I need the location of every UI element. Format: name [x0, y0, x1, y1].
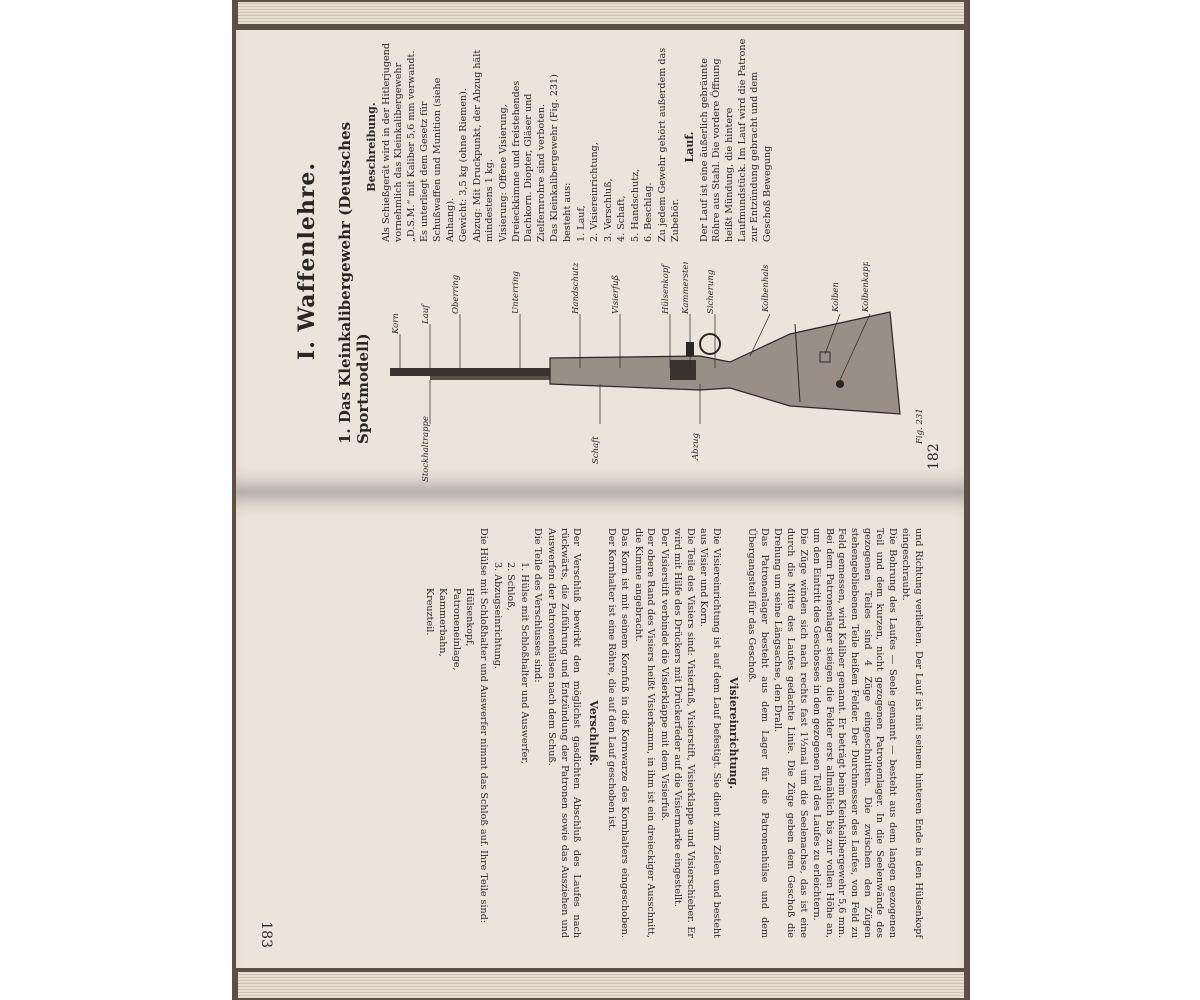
page-number-left: 182: [926, 443, 942, 470]
paragraph: Das Patronenlager besteht aus dem Lager für die Patronenhülse und dem Übergangsteil für das Geschoß.: [746, 528, 770, 938]
label-kolbenkappe: Kolbenkappe: [861, 262, 871, 312]
paragraph: Als Schießgerät wird in der Hitlerjugend vornehmlich das Kleinkalibergewehr „D.S.M.“ mit Kaliber 5,6 mm verwandt.: [380, 42, 417, 242]
paragraph: Visierung: Offene Visierung, Dreieckkimme und freistehendes Dachkorn. Diopter, Gläser und Zielfernrohre sind verboten.: [497, 80, 547, 242]
paragraph: Die Bohrung des Laufes — Seele genannt — besteht aus dem langen gezogenen Teil und dem kurzen, nicht gezogenen Patronenlager. In die Seelenwände des gezogenen Teiles sind 4 Züge eingeschnitten. Die zwischen den Zügen stehengebliebenen Teile heißen Felder. Der Durchmesser des Laufes, von Feld zu Feld gemessen, wird Kaliber genannt. Er beträgt beim Kleinkalibergewehr 5,6 mm. Bei dem Patronenlager steigen die Felder erst allmählich bis zur vollen Höhe an, um den Eintritt des Geschosses in den gezogenen Teil des Laufes zu erleichtern.: [811, 528, 898, 938]
left-text-column: [364, 38, 775, 256]
paragraph: Der Visierstift verbindet die Visierklappe mit dem Visierfuß.: [658, 528, 670, 822]
paragraph: Abzug: Mit Druckpunkt, der Abzug hält mindestens 1 kg.: [471, 49, 496, 242]
paragraph: Der Lauf ist eine äußerlich gebräunte Röhre aus Stahl. Die vordere Öffnung heißt Mündung, die hintere Laufmundstück. Im Lauf wird die Patrone zur Entzündung gebracht und dem Geschoß Bewegung: [698, 38, 773, 242]
label-sicherung: Sicherung: [706, 269, 716, 314]
list-item: Kammerbahn,: [437, 588, 449, 657]
label-kolben: Kolben: [831, 282, 841, 312]
label-stock: Stockhaltrappe: [421, 416, 431, 482]
section-title-verschluss: Verschluß.: [586, 700, 600, 766]
paragraph: und Richtung verliehen. Der Lauf ist mit seinem hinteren Ende in den Hülsenkopf eingeschraubt.: [900, 528, 924, 938]
list-item: 2. Schloß,: [505, 562, 517, 611]
label-handschutz: Handschutz: [571, 262, 581, 314]
list-item: 1. Hülse mit Schloßhalter und Auswerfer,: [518, 562, 530, 764]
figure-caption: Fig. 231: [915, 408, 925, 444]
paragraph: Die Teile des Verschlusses sind:: [532, 528, 544, 683]
paragraph: Die Hülse mit Schloßhalter und Auswerfer nimmt das Schloß auf. Ihre Teile sind:: [478, 528, 489, 924]
paragraph: Der obere Rand des Visiers heißt Visierkamm, in ihm ist ein dreieckiger Ausschnitt, die Kimme angebracht.: [632, 528, 657, 938]
label-kammer: Kammerstengel: [681, 262, 691, 314]
paragraph: Es unterliegt dem Gesetz für Schußwaffen und Munition (siehe Anhang).: [419, 77, 456, 242]
list-item: 5. Handschutz,: [629, 168, 641, 242]
label-oberring: Oberring: [451, 274, 461, 314]
page-edges-bottom: [238, 972, 964, 998]
right-text-column: [421, 528, 924, 938]
label-schaft: Schaft: [591, 436, 601, 464]
list-item: 3. Abzugseinrichtung.: [491, 562, 503, 670]
paragraph: Das Korn ist mit seinem Kornfuß in die Kornwarze des Kornhalters eingeschoben. Der Kornhalter ist eine Röhre, die auf den Lauf geschoben ist.: [606, 528, 630, 938]
rifle-figure: [370, 262, 930, 484]
list-item: 2. Visiereinrichtung,: [589, 142, 601, 242]
paragraph: Das Kleinkalibergewehr (Fig. 231) besteht aus:: [549, 74, 573, 242]
list-item: 3. Verschluß,: [602, 178, 614, 242]
left-page: [236, 30, 964, 492]
paragraph: Die Visiereinrichtung ist auf dem Lauf befestigt. Sie dient zum Zielen und besteht aus Visier und Korn.: [698, 528, 723, 938]
paragraph: Der Verschluß bewirkt den möglichst gasdichten Abschluß des Laufes nach rückwärts, die Zuführung und Entzündung der Patronen sowie das Ausziehen und Auswerfen der Patronenhülsen nach dem Schuß.: [545, 528, 583, 938]
section-title-beschreibung: Beschreibung.: [365, 102, 378, 192]
label-abzug: Abzug: [691, 433, 701, 460]
label-huelsenkopf: Hülsenkopf: [661, 264, 671, 314]
chapter-heading: I. Waffenlehre.: [294, 161, 320, 361]
paragraph: Zu jedem Gewehr gehört außerdem das Zubehör.: [657, 47, 681, 242]
page-number-right: 183: [258, 921, 274, 948]
section-heading: 1. Das Kleinkalibergewehr (Deutsches Sportmodell): [336, 121, 372, 444]
list-item: Hülsenkopf,: [464, 588, 476, 647]
label-visier: Visierfuß: [611, 274, 621, 314]
paragraph: Gewicht: 3,5 kg (ohne Riemen).: [458, 88, 470, 242]
section-title-visiereinrichtung: Visiereinrichtung.: [726, 676, 740, 790]
right-page: [236, 492, 964, 968]
section-title-lauf: Lauf.: [683, 131, 697, 163]
paragraph: Die Teile des Visiers sind: Visierfuß, Visierstift, Visierklappe und Visierschieber. Er wird mit Hilfe des Drückers mit Drückerfeder auf die Visiermarke eingestellt.: [672, 528, 696, 938]
list-item: 4. Schaft,: [616, 195, 628, 242]
label-unterring: Unterring: [511, 271, 521, 314]
label-kolbenhals: Kolbenhals: [761, 264, 771, 312]
list-item: Patroneneinlage,: [450, 588, 462, 671]
label-lauf: Lauf: [421, 304, 431, 324]
page-edges-top: [238, 2, 964, 24]
list-item: 1. Lauf,: [575, 205, 587, 242]
label-korn: Korn: [391, 313, 401, 334]
list-item: 6. Beschlag.: [643, 182, 655, 242]
list-item: Kreuzteil.: [423, 588, 435, 636]
rifle-illustration: [370, 262, 930, 484]
paragraph: Die Züge winden sich nach rechts fast 1½mal um die Seelenachse, das ist eine durch die Mitte des Laufes gedachte Linie. Die Züge geben dem Geschoß die Drehung um seine Längsachse, den Drall.: [772, 528, 809, 938]
